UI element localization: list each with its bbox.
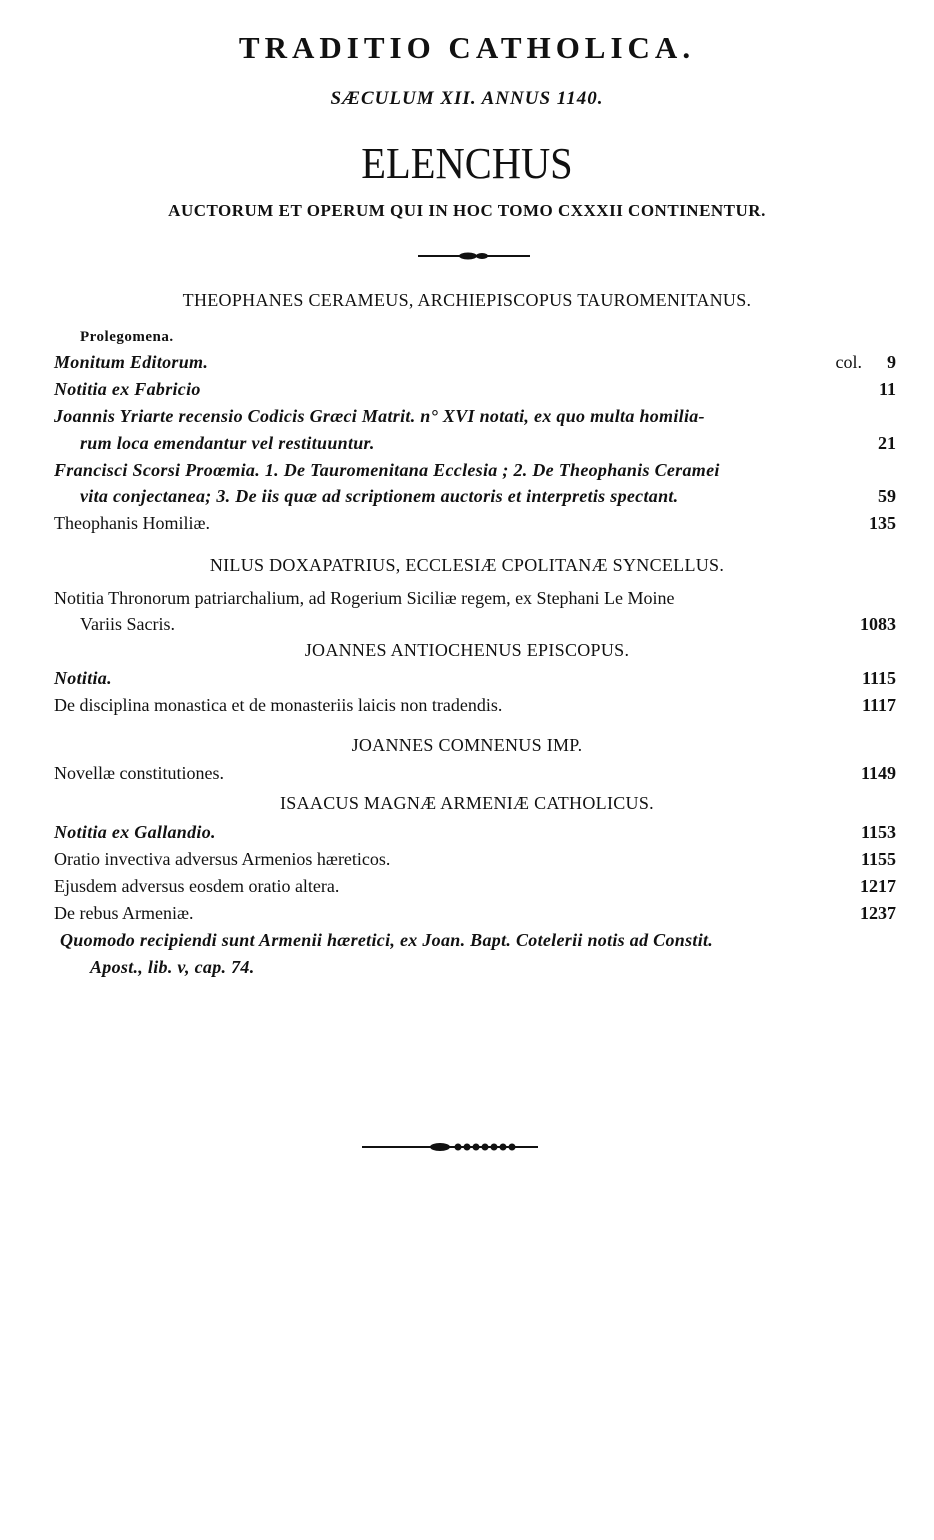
entry-scorsi-line2: vita conjectanea; 3. De iis quæ ad scriptionem auctoris et interpretis spectant. [80,486,679,506]
section-nilus: NILUS DOXAPATRIUS, ECCLESIÆ CPOLITANÆ SYNCELLUS. [209,555,725,575]
entry-de-rebus-armeniae: De rebus Armeniæ. [54,903,194,923]
entry-number: 9 [887,352,896,372]
entry-yriarte-line1: Joannis Yriarte recensio Codicis Græci Matrit. n° XVI notati, ex quo multa homilia- [54,406,705,426]
entry-number: 1155 [860,849,896,869]
section-joannes-antiochenus: JOANNES ANTIOCHENUS EPISCOPUS. [304,640,630,660]
entry-number: 1217 [860,876,896,896]
ornament-divider-top [418,252,530,260]
index-heading: ELENCHUS [361,139,573,188]
entry-novellae: Novellæ constitutiones. [54,763,224,783]
index-subheading: AUCTORUM ET OPERUM QUI IN HOC TOMO CXXXII CONTINENTUR. [168,201,766,220]
entry-number: 1149 [860,763,896,783]
ornament-divider-bottom [362,1140,538,1154]
entry-thronorum-line2: Variis Sacris. [80,614,175,634]
section-isaacus: ISAACUS MAGNÆ ARMENIÆ CATHOLICUS. [280,793,654,813]
entry-number: 1237 [860,903,896,923]
entry-thronorum-line1: Notitia Thronorum patriarchalium, ad Rogerium Siciliæ regem, ex Stephani Le Moine [54,588,675,608]
entry-notitia-gallandio: Notitia ex Gallandio. [54,822,216,842]
entry-scorsi-line1: Francisci Scorsi Proœmia. 1. De Tauromenitana Ecclesia ; 2. De Theophanis Ceramei [54,460,720,480]
entry-notitia-fabricio: Notitia ex Fabricio [54,379,201,399]
entry-yriarte-line2: rum loca emendantur vel restituuntur. [80,433,375,453]
entry-number: 1115 [861,668,896,688]
section-theophanes: THEOPHANES CERAMEUS, ARCHIEPISCOPUS TAUROMENITANUS. [182,290,752,310]
entry-number: 1117 [861,695,896,715]
entry-number: 1083 [860,614,896,634]
entry-number: 11 [878,379,896,399]
prolegomena-label: Prolegomena. [80,329,174,345]
entry-oratio-altera: Ejusdem adversus eosdem oratio altera. [54,876,340,896]
entry-number: 59 [878,486,896,506]
century-year: SÆCULUM XII. ANNUS 1140. [330,88,604,109]
entry-monitum: Monitum Editorum. [54,352,209,372]
series-title: TRADITIO CATHOLICA. [238,30,696,65]
entry-number: 21 [878,433,896,453]
entry-homiliae: Theophanis Homiliæ. [54,513,210,533]
entry-quomodo-line1: Quomodo recipiendi sunt Armenii hæretici, ex Joan. Bapt. Cotelerii notis ad Constit. [60,930,714,950]
section-joannes-comnenus: JOANNES COMNENUS IMP. [351,735,583,755]
col-label: col. [835,352,862,372]
entry-quomodo-line2: Apost., lib. v, cap. 74. [90,957,255,977]
entry-oratio-invectiva: Oratio invectiva adversus Armenios hæreticos. [54,849,391,869]
entry-number: 1153 [860,822,896,842]
entry-disciplina: De disciplina monastica et de monasteriis laicis non tradendis. [54,695,503,715]
entry-notitia: Notitia. [54,668,112,688]
entry-number: 135 [869,513,896,533]
